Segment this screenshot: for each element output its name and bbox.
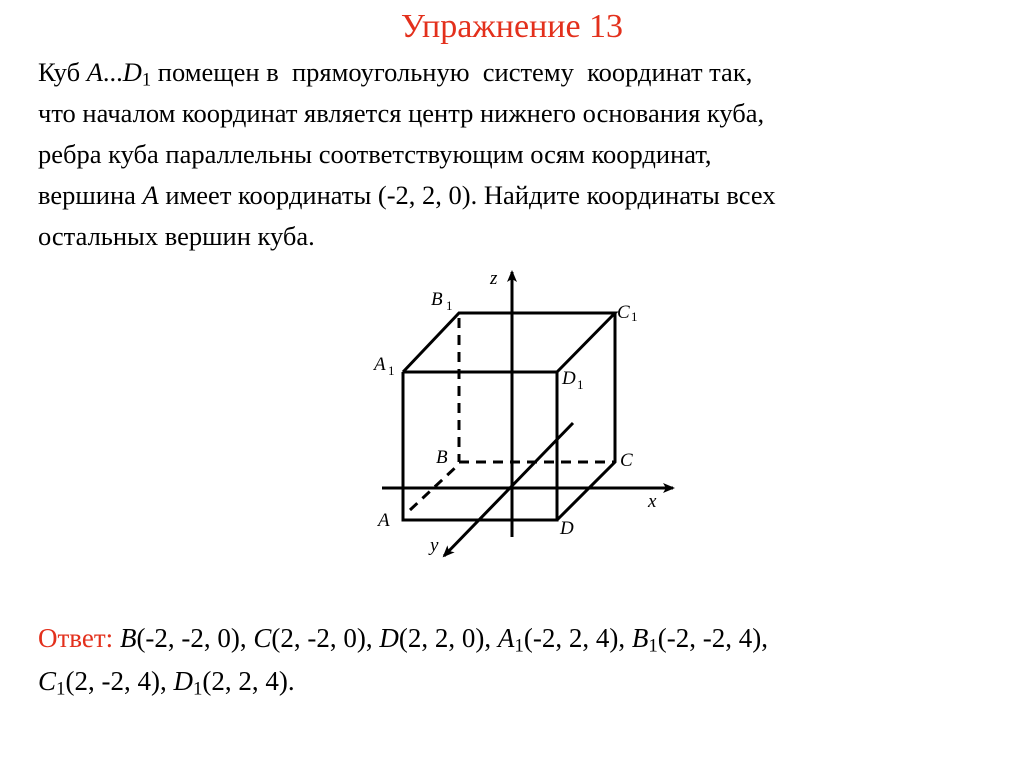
point-coords: (2, -2, 0), <box>271 623 373 653</box>
answer-points <box>38 623 768 700</box>
answer-point <box>379 623 491 653</box>
subscript: 1 <box>648 635 658 657</box>
label-z: z <box>490 268 498 289</box>
point-name: D <box>379 623 399 653</box>
vertex-a: A <box>86 57 103 87</box>
point-name: D <box>173 666 193 696</box>
text: помещен в прямоугольную систему координат так, <box>151 57 753 87</box>
subscript: 1 <box>577 377 584 392</box>
label-a: A <box>378 510 390 531</box>
front-face <box>403 372 557 520</box>
answer-point <box>631 623 768 657</box>
point-coords: (-2, -2, 0), <box>136 623 247 653</box>
answer-point <box>253 623 372 653</box>
point-name: A <box>497 623 515 653</box>
point-coords: (2, 2, 0), <box>398 623 492 653</box>
subscript: 1 <box>56 678 66 700</box>
text: Куб <box>38 57 87 87</box>
point-coords: (2, -2, 4), <box>65 666 167 696</box>
top-back-edges <box>403 313 615 372</box>
point-coords: (-2, -2, 4), <box>657 623 768 653</box>
text: имеет координаты (-2, 2, 0). Найдите координаты всех <box>158 180 776 210</box>
label-a1: A <box>374 354 386 375</box>
point-name: B <box>631 623 649 653</box>
text: вершина <box>38 180 143 210</box>
answer-point <box>497 623 626 657</box>
text: ... <box>102 57 123 87</box>
subscript: 1 <box>141 69 152 91</box>
problem-line-2: что началом координат является центр нижнего основания куба, <box>38 98 765 128</box>
point-name: C <box>253 623 272 653</box>
label-y: y <box>430 535 439 556</box>
label-c: C <box>620 450 633 471</box>
subscript: 1 <box>192 678 203 700</box>
label-c1: C <box>617 302 630 323</box>
answer-point <box>173 666 295 700</box>
point-name: B <box>119 623 137 653</box>
subscript: 1 <box>388 363 395 378</box>
label-b1: B <box>431 289 443 310</box>
answer <box>38 617 768 703</box>
problem-line-5: остальных вершин куба. <box>38 221 315 251</box>
answer-label: Ответ: <box>38 623 114 653</box>
label-x: x <box>648 491 657 512</box>
subscript: 1 <box>446 298 453 313</box>
slide-title: Упражнение 13 <box>400 8 624 45</box>
point-name: C <box>38 666 57 696</box>
point-coords: (-2, 2, 4), <box>523 623 626 653</box>
answer-point <box>120 623 247 653</box>
label-d1: D <box>562 368 576 389</box>
vertex-a: A <box>142 180 159 210</box>
subscript: 1 <box>514 635 524 657</box>
label-b: B <box>436 447 448 468</box>
label-d: D <box>560 518 574 539</box>
answer-point <box>38 666 167 700</box>
vertex-d: D <box>122 57 142 87</box>
subscript: 1 <box>631 309 638 324</box>
problem-line-3: ребра куба параллельны соответствующим осям координат, <box>38 139 712 169</box>
point-coords: (2, 2, 4). <box>202 666 295 696</box>
